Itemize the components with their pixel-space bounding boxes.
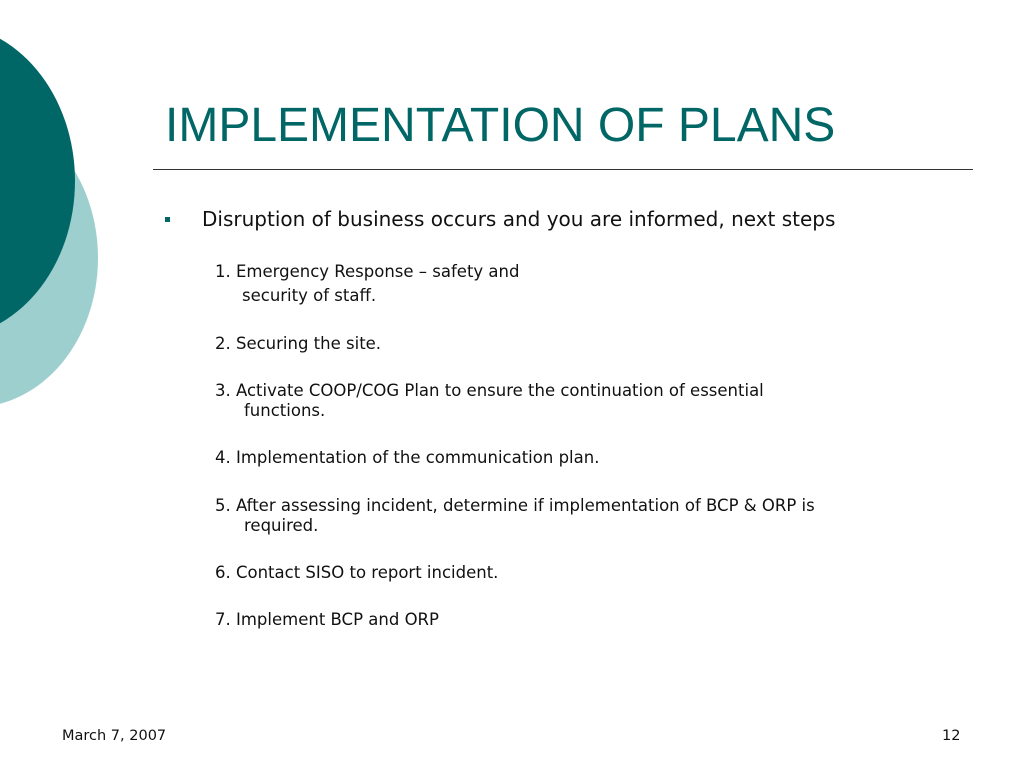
main-bullet-text: Disruption of business occurs and you are informed, next steps (202, 207, 836, 231)
step-text-continued: required. (244, 516, 319, 535)
step-text-continued: security of staff. (242, 286, 377, 305)
step-item-7 (215, 610, 975, 630)
slide-number: 12 (942, 728, 961, 744)
footer-date: March 7, 2007 (62, 728, 167, 744)
step-item-1 (215, 262, 975, 306)
step-text: 7. Implement BCP and ORP (215, 610, 439, 629)
step-text: 5. After assessing incident, determine if implementation of BCP & ORP is (215, 496, 815, 515)
step-text: 3. Activate COOP/COG Plan to ensure the continuation of essential (215, 381, 764, 400)
title-divider (153, 169, 973, 170)
step-text: 1. Emergency Response – safety and (215, 262, 520, 281)
slide-title: IMPLEMENTATION OF PLANS (165, 99, 836, 152)
square-bullet-icon (165, 217, 170, 222)
step-item-4 (215, 448, 975, 468)
step-text: 2. Securing the site. (215, 334, 382, 353)
step-item-2 (215, 334, 975, 354)
step-text-continued: functions. (244, 401, 326, 420)
step-item-3 (215, 381, 975, 421)
step-text: 6. Contact SISO to report incident. (215, 563, 499, 582)
step-item-6 (215, 563, 975, 583)
step-text: 4. Implementation of the communication plan. (215, 448, 600, 467)
step-item-5 (215, 496, 975, 536)
